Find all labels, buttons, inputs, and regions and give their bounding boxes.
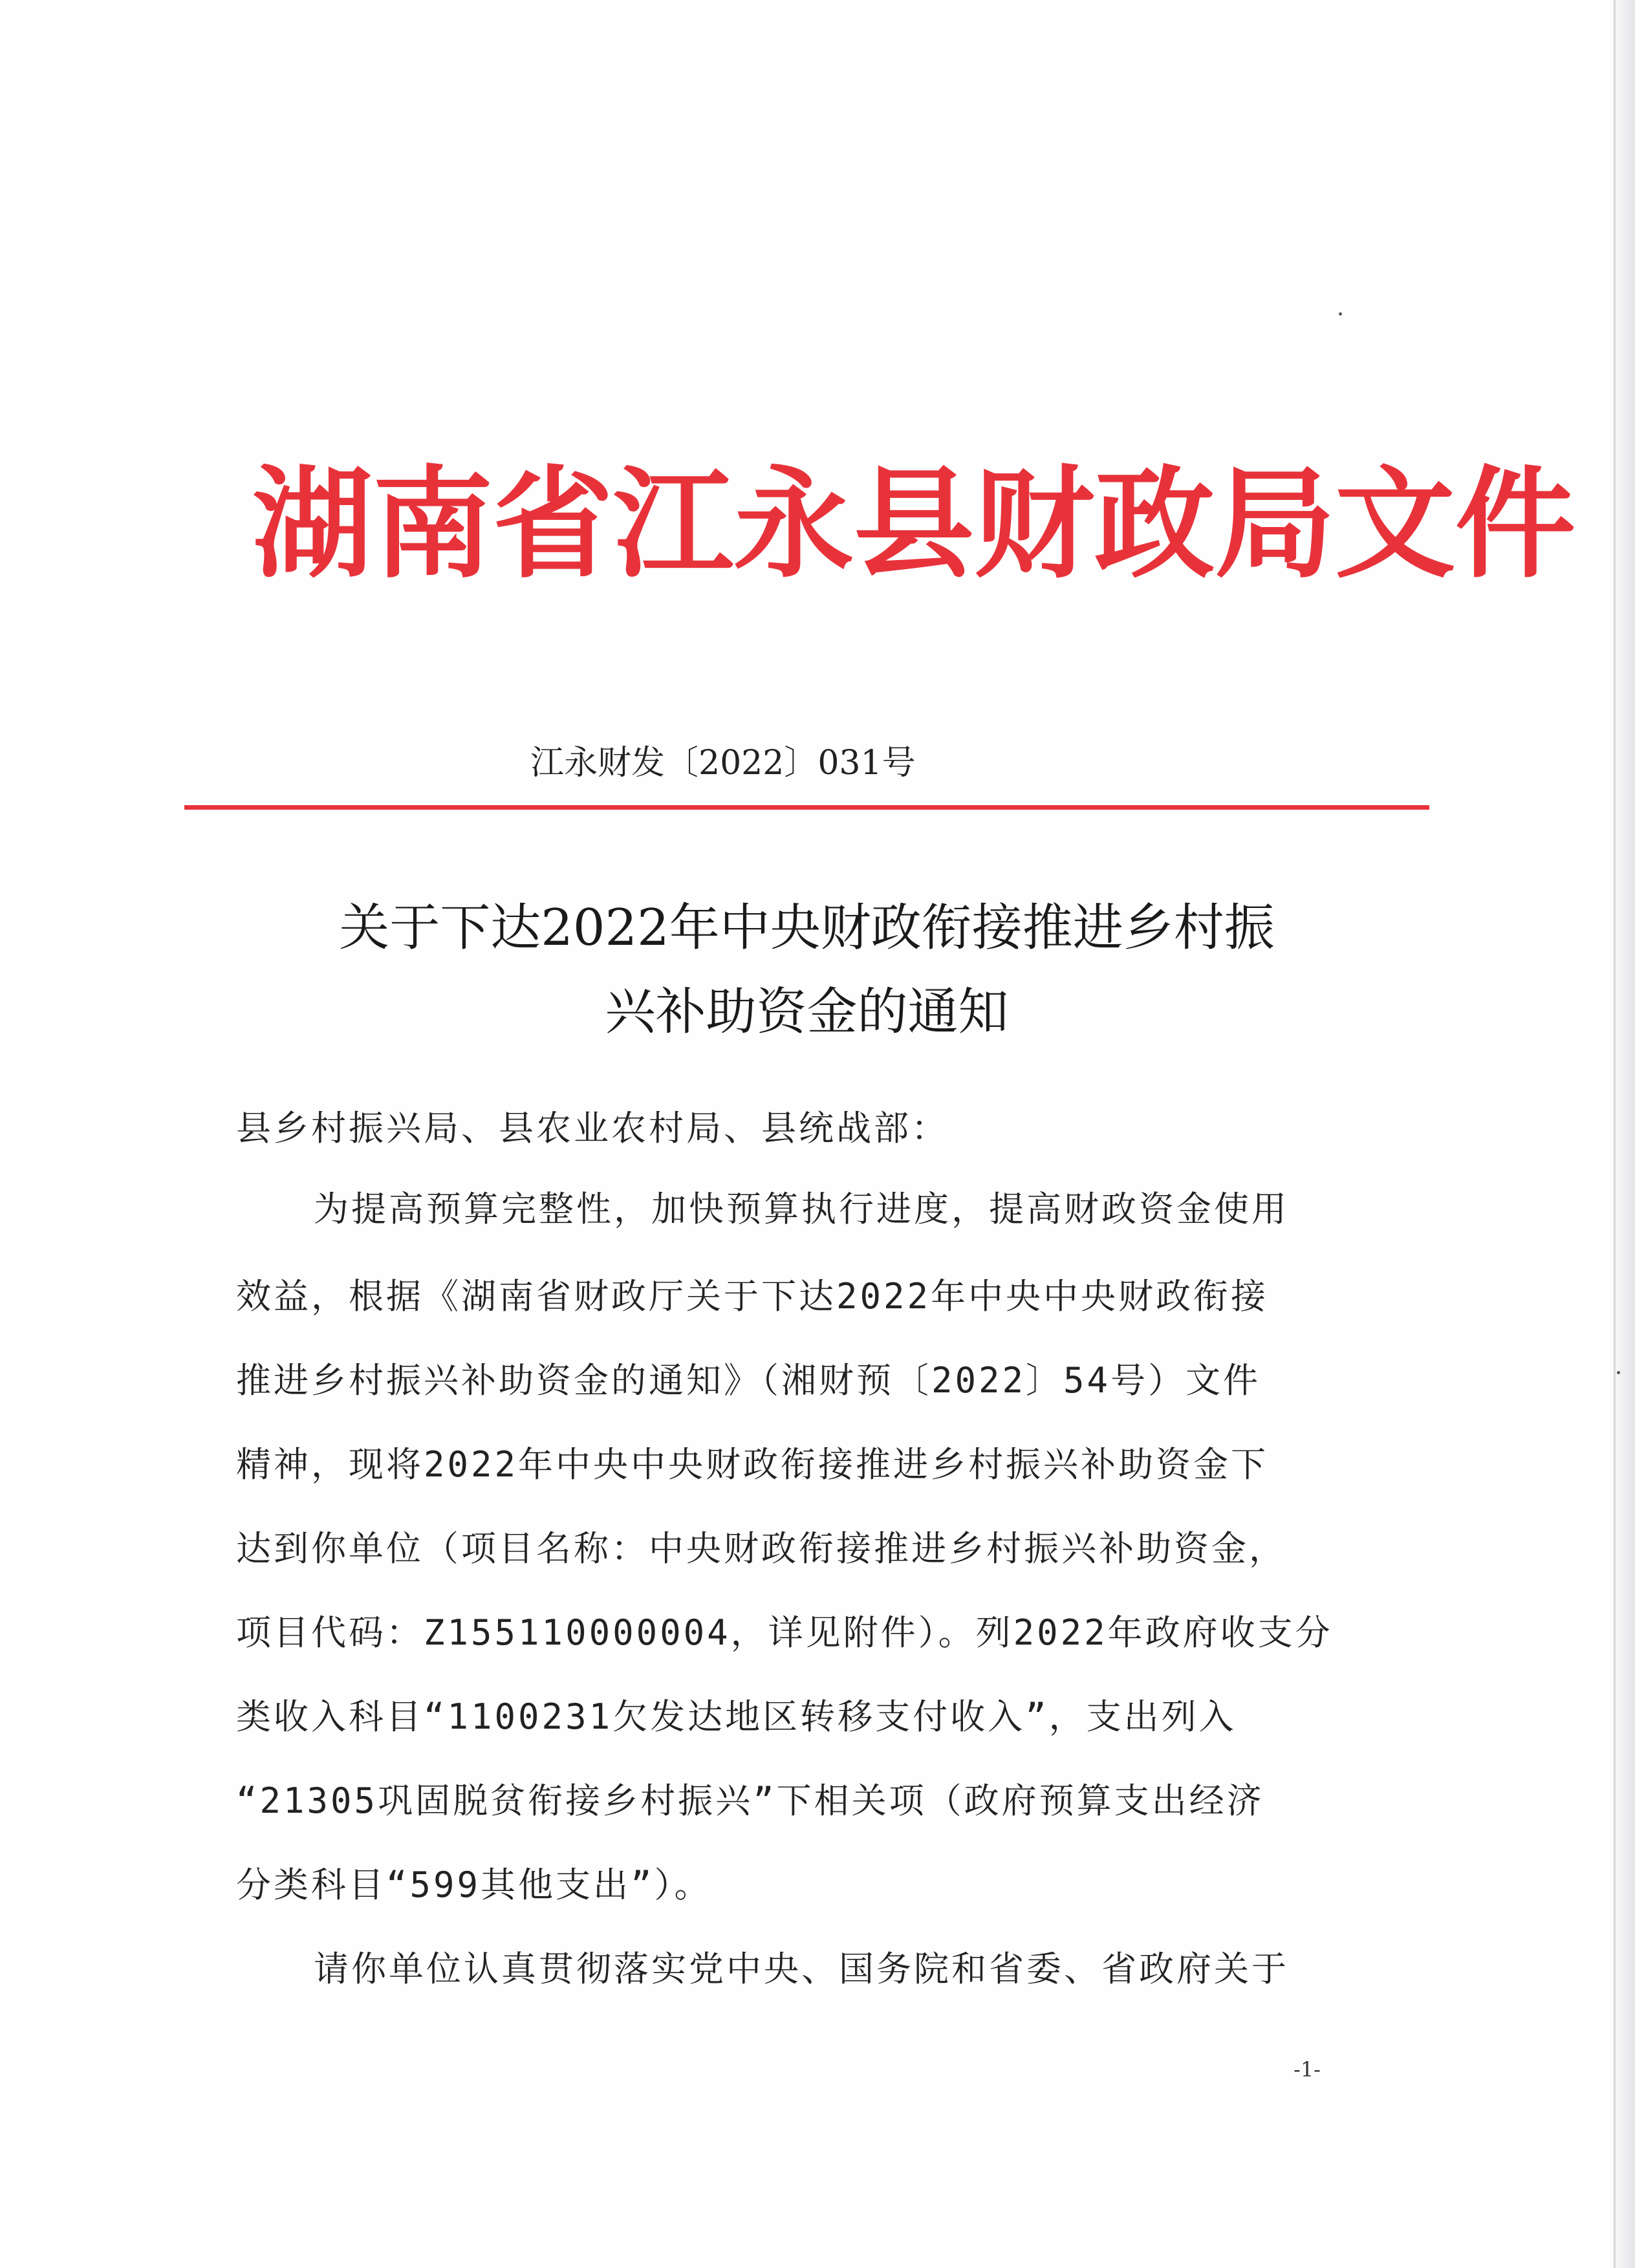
recipients-line: 县乡村振兴局、县农业农村局、县统战部： xyxy=(236,1108,949,1149)
red-separator-rule xyxy=(184,805,1429,810)
notice-title-line-2: 兴补助资金的通知 xyxy=(605,983,1009,1041)
page-number: -1- xyxy=(1294,2057,1321,2082)
body-text-line: 类收入科目“1100231欠发达地区转移支付收入”，支出列入 xyxy=(236,1696,1237,1737)
page-edge-line xyxy=(1614,0,1616,2268)
body-text-line: 推进乡村振兴补助资金的通知》（湘财预〔2022〕54号）文件 xyxy=(236,1360,1261,1401)
body-text-line: 分类科目“599其他支出”）。 xyxy=(236,1864,712,1905)
body-text-line: 项目代码：Z155110000004，详见附件）。列2022年政府收支分 xyxy=(236,1612,1333,1653)
body-text-line: 为提高预算完整性，加快预算执行进度，提高财政资金使用 xyxy=(314,1189,1289,1229)
page-edge-shadow xyxy=(1609,0,1635,2268)
scan-speck xyxy=(1339,312,1342,316)
document-number: 江永财发〔2022〕031号 xyxy=(530,744,916,783)
body-text-line: 精神，现将2022年中央中央财政衔接推进乡村振兴补助资金下 xyxy=(236,1444,1269,1485)
body-text-line: “21305巩固脱贫衔接乡村振兴”下相关项（政府预算支出经济 xyxy=(236,1780,1264,1821)
body-text-line: 达到你单位（项目名称：中央财政衔接推进乡村振兴补助资金， xyxy=(236,1528,1286,1569)
body-text-line: 请你单位认真贯彻落实党中央、国务院和省委、省政府关于 xyxy=(314,1949,1289,1989)
body-text-line: 效益，根据《湖南省财政厅关于下达2022年中央中央财政衔接 xyxy=(236,1276,1269,1317)
notice-title-line-1: 关于下达2022年中央财政衔接推进乡村振 xyxy=(339,899,1275,957)
agency-file-title: 湖南省江永县财政局文件 xyxy=(252,453,1576,594)
scan-speck xyxy=(1617,1371,1620,1374)
